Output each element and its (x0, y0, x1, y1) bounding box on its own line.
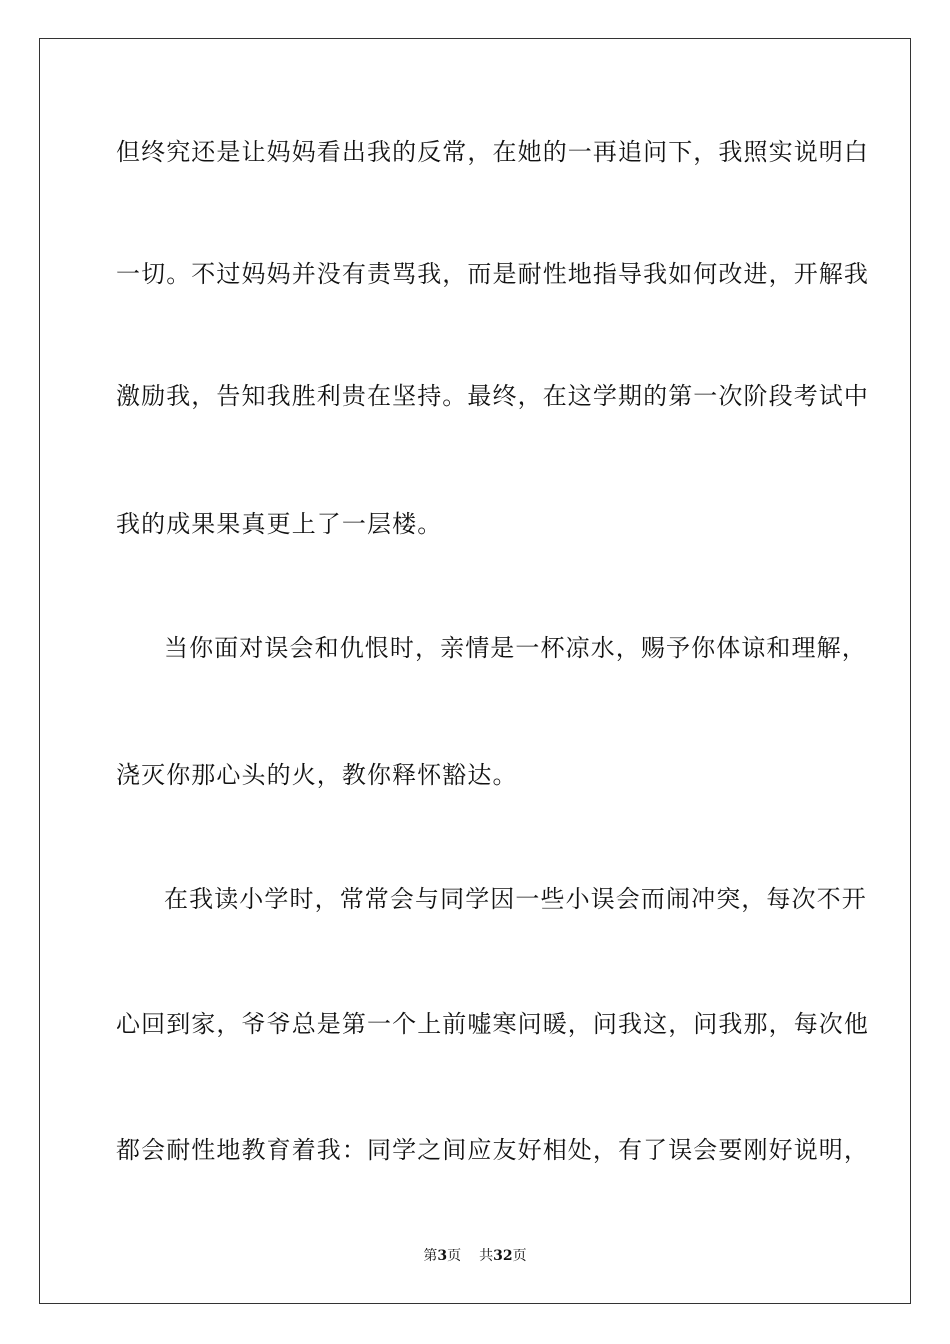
page-prefix: 第 (423, 1248, 438, 1264)
text-line-4: 我的成果果真更上了一层楼。 (116, 510, 443, 538)
page-footer (0, 1246, 950, 1266)
text-line-3: 激励我，告知我胜利贵在坚持。最终，在这学期的第一次阶段考试中 (116, 382, 869, 410)
text-line-8: 心回到家，爷爷总是第一个上前嘘寒问暖，问我这，问我那，每次他 (116, 1010, 869, 1038)
total-suffix: 页 (512, 1248, 527, 1264)
total-prefix: 共 (479, 1248, 494, 1264)
paragraph-start-line-7: 在我读小学时，常常会与同学因一些小误会而闹冲突，每次不开 (164, 885, 867, 913)
text-line-1: 但终究还是让妈妈看出我的反常，在她的一再追问下，我照实说明白 (116, 138, 869, 166)
page-border (39, 38, 911, 1304)
page-suffix: 页 (447, 1248, 462, 1264)
page-number: 3 (437, 1248, 448, 1264)
text-line-6: 浇灭你那心头的火，教你释怀豁达。 (116, 761, 518, 789)
paragraph-start-line-5: 当你面对误会和仇恨时，亲情是一杯凉水，赐予你体谅和理解， (164, 634, 867, 662)
text-line-9: 都会耐性地教育着我：同学之间应友好相处，有了误会要刚好说明， (116, 1136, 869, 1164)
total-pages: 32 (493, 1248, 513, 1264)
text-line-2: 一切。不过妈妈并没有责骂我，而是耐性地指导我如何改进，开解我 (116, 260, 869, 288)
